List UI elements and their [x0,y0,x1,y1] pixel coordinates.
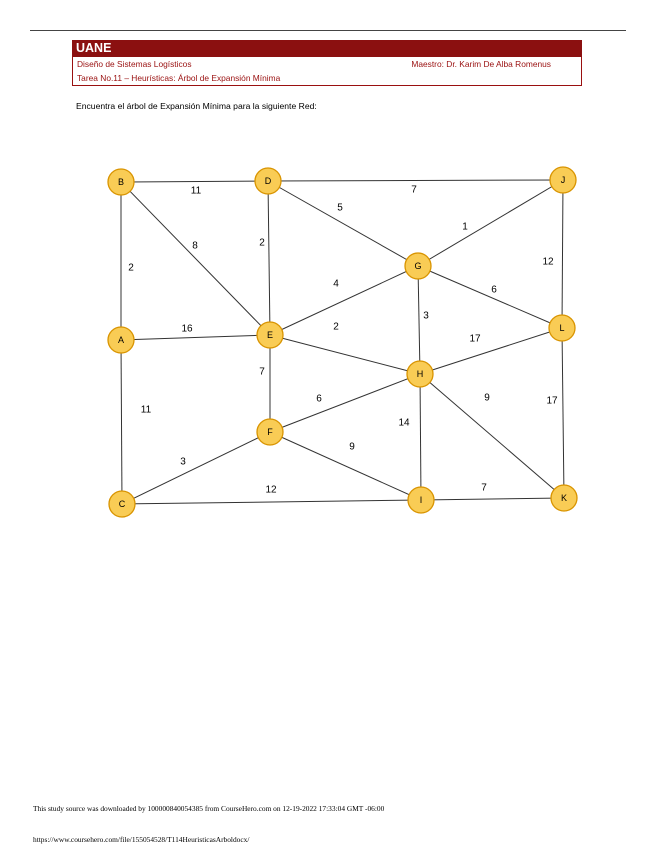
weight-label-d-j: 7 [411,184,417,196]
node-label: L [559,323,565,333]
weight-label-e-f: 7 [259,366,265,378]
edge-d-g [268,181,418,266]
weight-label-h-k: 9 [484,392,490,404]
weight-label-g-l: 6 [491,284,497,296]
node-b [108,169,134,195]
edge-e-g [270,266,418,335]
edge-h-k [420,374,564,498]
weight-label-j-l: 12 [542,256,554,268]
edge-e-h [270,335,420,374]
weight-label-h-i: 14 [398,417,410,429]
edge-l-h [420,328,562,374]
edge-d-e [268,181,270,335]
weight-label-d-e: 2 [259,237,265,249]
source-url[interactable]: https://www.coursehero.com/file/155054528/T114HeuristicasArboldocx/ [33,835,250,844]
node-a [108,327,134,353]
edge-b-d [121,181,268,182]
node-g [405,253,431,279]
node-label: E [266,330,274,340]
node-e [257,322,283,348]
edge-c-i [122,500,421,504]
edge-i-k [421,498,564,500]
node-h [407,361,433,387]
weight-label-b-e: 8 [192,240,198,252]
weight-label-d-g: 5 [337,202,343,214]
node-label: I [419,495,423,505]
weight-label-g-h: 3 [423,310,429,322]
node-label: K [560,493,568,503]
weight-label-f-i: 9 [349,441,355,453]
node-label: B [117,177,125,187]
weights-layer [128,185,558,496]
weight-label-l-h: 17 [469,333,481,345]
edge-h-i [420,374,421,500]
edge-a-e [121,335,270,340]
edge-c-f [122,432,270,504]
edge-a-c [121,340,122,504]
weight-label-f-h: 6 [316,393,322,405]
weight-label-i-k: 7 [481,482,487,494]
weight-label-e-h: 2 [333,321,339,333]
weight-label-b-d: 11 [190,185,202,197]
node-k [551,485,577,511]
node-f [257,419,283,445]
edge-b-e [121,182,270,335]
instruction-text: Encuentra el árbol de Expansión Mínima para la siguiente Red: [76,101,317,111]
node-label: F [267,427,273,437]
weight-label-j-g: 1 [462,221,468,233]
edges-layer [121,180,564,504]
org-title: UANE [72,40,582,57]
edge-g-h [418,266,420,374]
node-label: C [118,499,126,509]
node-label: A [117,335,125,345]
download-notice: This study source was downloaded by 100000840054385 from CourseHero.com on 12-19-2022 17:33:04 GMT -06:00 [33,804,385,813]
weight-label-l-k: 17 [546,395,558,407]
node-label: D [264,176,272,186]
edge-d-j [268,180,563,181]
weight-label-c-f: 3 [180,456,186,468]
weight-label-e-g: 4 [333,278,339,290]
weight-label-a-e: 16 [181,323,193,335]
node-j [550,167,576,193]
node-d [255,168,281,194]
edge-g-l [418,266,562,328]
node-l [549,315,575,341]
edge-l-k [562,328,564,498]
weight-label-b-a: 2 [128,262,134,274]
node-i [408,487,434,513]
edge-j-g [418,180,563,266]
weight-label-a-c: 11 [140,404,152,416]
edge-f-i [270,432,421,500]
course-name: Diseño de Sistemas Logísticos [77,59,192,69]
node-label: H [416,369,424,379]
node-label: J [560,175,566,185]
teacher-name: Maestro: Dr. Karim De Alba Romenus [411,59,551,69]
node-c [109,491,135,517]
weight-label-c-i: 12 [265,484,277,496]
node-label: G [414,261,422,271]
assignment-title: Tarea No.11 – Heurísticas: Árbol de Expansión Mínima [77,73,281,83]
edge-j-l [562,180,563,328]
